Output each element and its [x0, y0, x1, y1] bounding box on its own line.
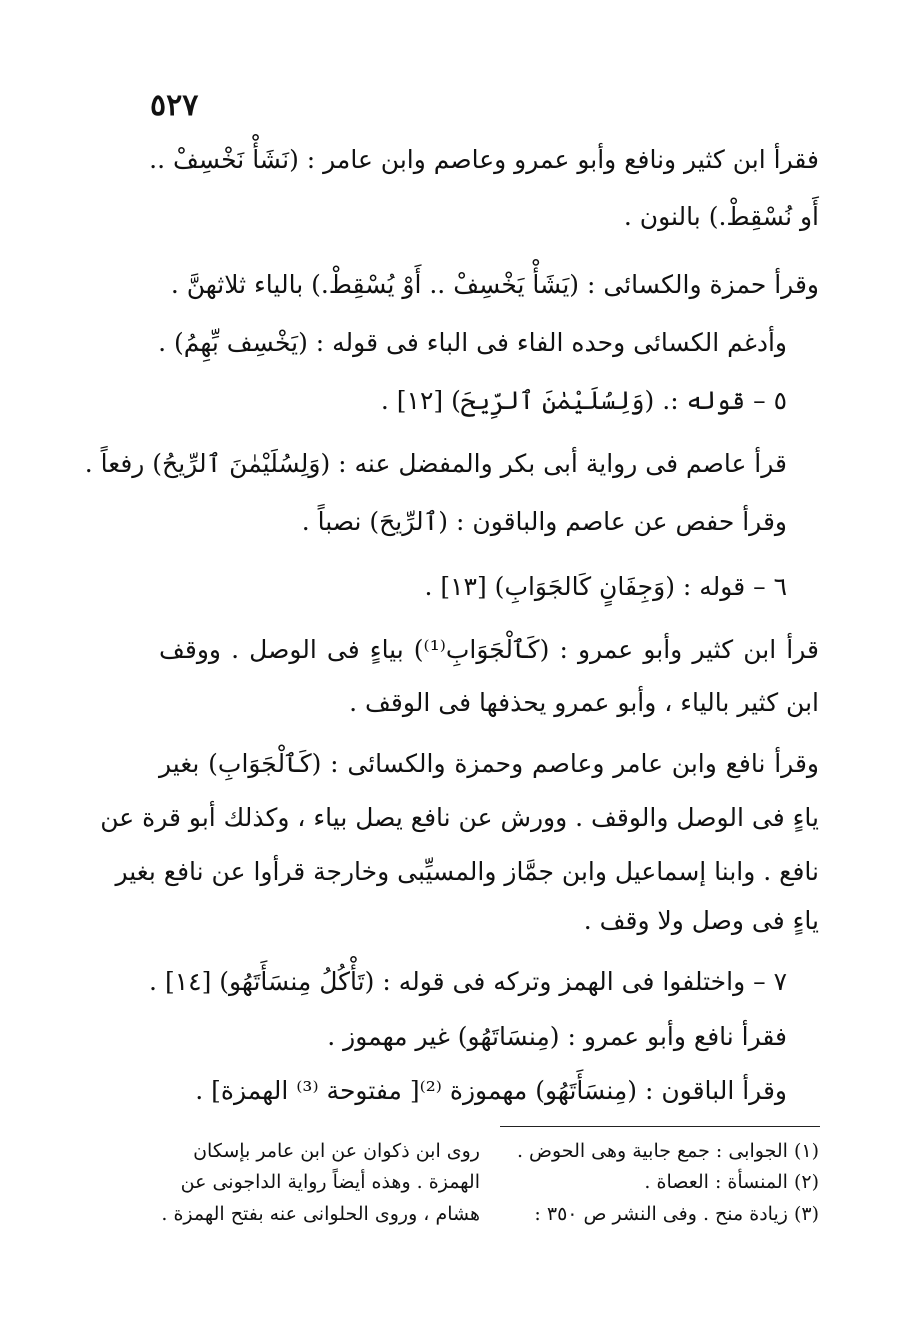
text-line-1: فقرأ ابن كثير ونافع وأبو عمرو وعاصم وابن عامر : (نَشَأْ نَخْسِفْ .. [149, 145, 819, 174]
page-number: ٥٢٧ [150, 88, 199, 123]
text-line-10: ابن كثير بالياء ، وأبو عمرو يحذفها فى الوقف . [349, 688, 819, 717]
footnote-2: (٢) المنسأة : العصاة . [644, 1171, 819, 1193]
text-line-15: ٧ – واختلفوا فى الهمز وتركه فى قوله : (تَأْكُلُ مِنسَأَتَهُو) [١٤] . [149, 967, 787, 996]
text-line-13: نافع . وابنا إسماعيل وابن جمَّاز والمسيِّبى وخارجة قرأوا عن نافع بغير [115, 857, 819, 886]
text-line-3: وقرأ حمزة والكسائى : (يَشَأْ يَخْسِفْ .. أَوْ يُسْقِطْ.) بالياء ثلاثهنَّ . [170, 270, 819, 299]
text-line-7: وقرأ حفص عن عاصم والباقون : (ٱلرِّيحَ) نصباً . [301, 507, 787, 536]
text-line-14: ياءٍ فى وصل ولا وقف . [583, 906, 819, 935]
footnote-3: (٣) زيادة منح . وفى النشر ص ٣٥٠ : [534, 1203, 819, 1225]
text-line-16: فقرأ نافع وأبو عمرو : (مِنسَاتَهُو) غير مهموز . [327, 1022, 787, 1051]
text-line-2: أَو نُسْقِطْ.) بالنون . [623, 202, 819, 231]
footnote-3-continuation-3: هشام ، وروى الحلوانى عنه بفتح الهمزة . [161, 1203, 480, 1225]
text-line-11: وقرأ نافع وابن عامر وعاصم وحمزة والكسائى : (كَٱلْجَوَابِ) بغير [159, 749, 819, 778]
text-line-5: ٥ – قوله :. (وَلِسُلَيْمٰنَ ٱلرِّيحَ) [١٢] . [380, 386, 787, 415]
footnote-separator [500, 1126, 820, 1127]
footnote-3-continuation-1: روى ابن ذكوان عن ابن عامر بإسكان [193, 1140, 480, 1162]
footnote-3-continuation-2: الهمزة . وهذه أيضاً رواية الداجونى عن [180, 1171, 480, 1193]
footnote-1: (١) الجوابى : جمع جابية وهى الحوض . [516, 1140, 819, 1162]
text-line-6: قرأ عاصم فى رواية أبى بكر والمفضل عنه : (وَلِسُلَيْمٰنَ ٱلرِّيحُ) رفعاً . [84, 449, 787, 478]
text-line-8: ٦ – قوله : (وَجِفَانٍ كَالجَوَابِ) [١٣] . [424, 572, 787, 601]
text-line-9: قرأ ابن كثير وأبو عمرو : (كَٱلْجَوَابِ⁽¹⁾) بياءٍ فى الوصل . ووقف [159, 635, 819, 664]
text-line-12: ياءٍ فى الوصل والوقف . وورش عن نافع يصل بياء ، وكذلك أبو قرة عن [100, 803, 819, 832]
text-line-4: وأدغم الكسائى وحده الفاء فى الباء فى قوله : (يَخْسِف بِّهِمُ) . [158, 328, 787, 357]
text-line-17: وقرأ الباقون : (مِنسَأَتَهُو) مهموزة ⁽²⁾[ مفتوحة ⁽³⁾ الهمزة] . [195, 1076, 787, 1105]
